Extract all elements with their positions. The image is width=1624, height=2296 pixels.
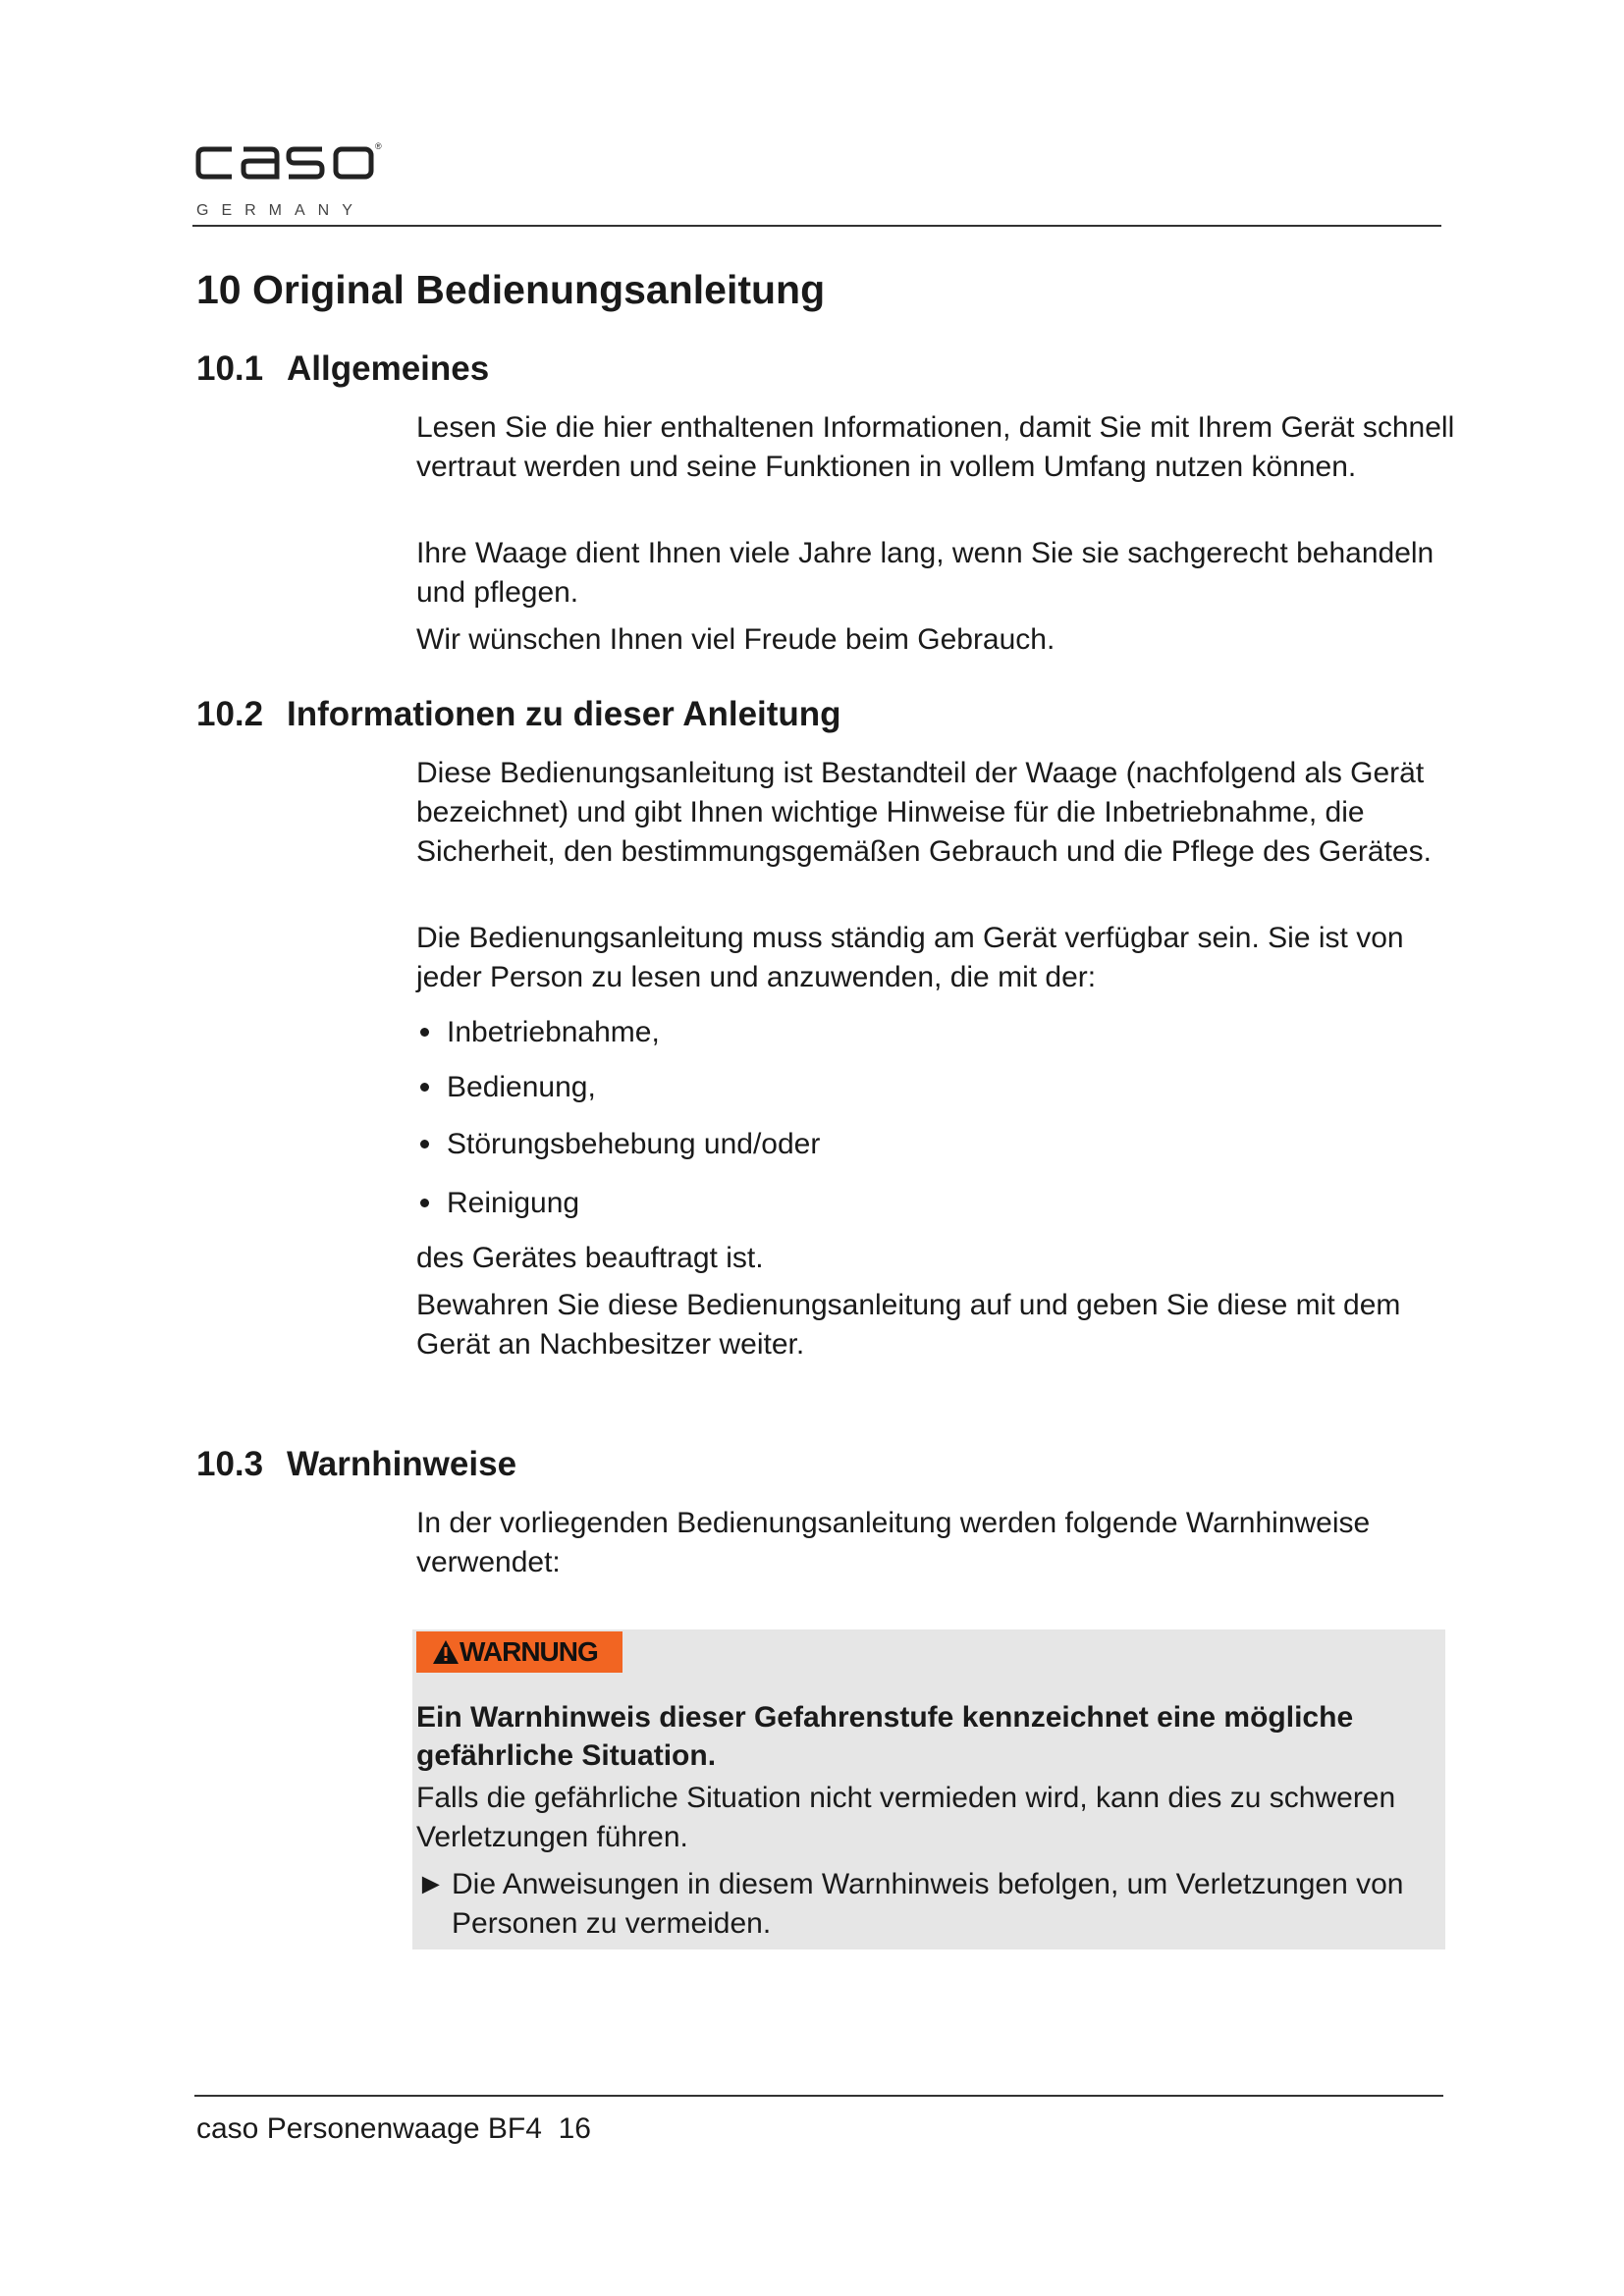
section-title: Informationen zu dieser Anleitung [287,695,841,733]
caso-logo [192,137,383,232]
paragraph: des Gerätes beauftragt ist. [416,1242,764,1274]
section-heading-informationen [196,695,841,734]
logo-subtext: GERMANY [196,202,365,219]
paragraph: Die Bedienungsanleitung muss ständig am Gerät verfügbar sein. Sie ist von jeder Person zu lesen und anzuwenden, die mit der: [416,922,1404,993]
warning-step [416,1865,1437,1944]
section-number: 10.1 [196,349,264,388]
warning-badge [416,1631,623,1673]
arrow-right-icon: ► [416,1868,446,1900]
warning-text: Falls die gefährliche Situation nicht vermieden wird, kann dies zu schweren Verletzungen führen. [416,1782,1396,1853]
list-item: Inbetriebnahme, [416,1013,660,1052]
section-title: Warnhinweise [287,1445,517,1483]
section-heading-allgemeines [196,349,489,389]
section-heading-warnhinweise [196,1445,516,1484]
list-item: Bedienung, [416,1068,596,1107]
svg-text:®: ® [375,141,382,151]
paragraph: In der vorliegenden Bedienungsanleitung werden folgende Warnhinweise verwendet: [416,1507,1371,1578]
caso-wordmark [192,137,383,187]
warning-box [412,1629,1445,1949]
section-number: 10.3 [196,1445,264,1483]
section-number: 10.2 [196,695,264,733]
bullet-icon [420,1140,429,1148]
bullet-icon [420,1083,429,1092]
footer-divider [194,2095,1443,2097]
bullet-icon [420,1028,429,1037]
page-footer [196,2112,591,2146]
warning-step-text: Die Anweisungen in diesem Warnhinweis befolgen, um Verletzungen von Personen zu vermeiden. [452,1868,1404,1940]
section-title: Allgemeines [287,349,490,388]
page-title: 10 Original Bedienungsanleitung [196,267,826,312]
paragraph: Wir wünschen Ihnen viel Freude beim Gebrauch. [416,623,1056,656]
warning-label: WARNUNG [460,1636,598,1667]
paragraph: Ihre Waage dient Ihnen viele Jahre lang, wenn Sie sie sachgerecht behandeln und pflegen. [416,537,1435,609]
page-number: 16 [558,2112,591,2145]
paragraph: Lesen Sie die hier enthaltenen Informationen, damit Sie mit Ihrem Gerät schnell vertraut werden und seine Funktionen in vollem Umfang nutzen können. [416,411,1455,483]
footer-title: caso Personenwaage BF4 [196,2112,542,2145]
paragraph: Bewahren Sie diese Bedienungsanleitung auf und geben Sie diese mit dem Gerät an Nachbesitzer weiter. [416,1289,1401,1361]
bullet-icon [420,1199,429,1207]
warning-triangle-icon [432,1639,460,1665]
header-divider [192,225,1441,227]
list-item: Reinigung [416,1184,579,1223]
list-item: Störungsbehebung und/oder [416,1125,820,1164]
paragraph: Diese Bedienungsanleitung ist Bestandteil der Waage (nachfolgend als Gerät bezeichnet) und gibt Ihnen wichtige Hinweise für die Inbetriebnahme, die Sicherheit, den bestimmungsgemäßen Gebrauch und die Pflege des Gerätes. [416,757,1432,868]
warning-headline: Ein Warnhinweis dieser Gefahrenstufe kennzeichnet eine mögliche gefährliche Situation. [416,1701,1354,1772]
